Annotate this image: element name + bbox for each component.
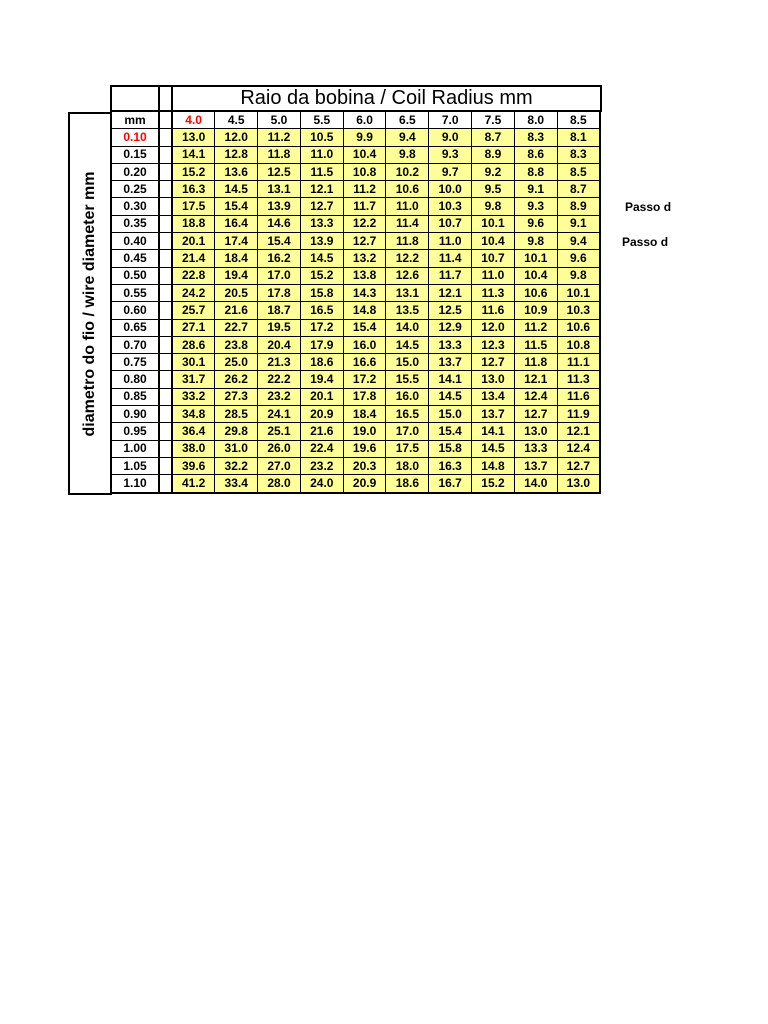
turns-value-cell[interactable]: 26.0 bbox=[258, 440, 301, 457]
turns-value-cell[interactable]: 13.8 bbox=[343, 267, 386, 284]
wire-diameter-cell[interactable]: 0.30 bbox=[111, 198, 159, 215]
turns-value-cell[interactable]: 15.4 bbox=[429, 423, 472, 440]
turns-value-cell[interactable]: 12.1 bbox=[429, 284, 472, 301]
turns-value-cell[interactable]: 14.0 bbox=[514, 475, 557, 493]
turns-value-cell[interactable]: 19.6 bbox=[343, 440, 386, 457]
turns-value-cell[interactable]: 15.2 bbox=[300, 267, 343, 284]
radius-header-cell[interactable]: 5.5 bbox=[300, 112, 343, 129]
turns-value-cell[interactable]: 13.7 bbox=[429, 354, 472, 371]
radius-header-cell[interactable]: 7.5 bbox=[472, 112, 515, 129]
turns-value-cell[interactable]: 41.2 bbox=[172, 475, 215, 493]
turns-value-cell[interactable]: 18.6 bbox=[300, 354, 343, 371]
separator-cell[interactable] bbox=[159, 112, 172, 129]
turns-value-cell[interactable]: 14.5 bbox=[472, 440, 515, 457]
turns-value-cell[interactable]: 29.8 bbox=[215, 423, 258, 440]
turns-value-cell[interactable]: 15.4 bbox=[215, 198, 258, 215]
turns-value-cell[interactable]: 9.8 bbox=[472, 198, 515, 215]
turns-value-cell[interactable]: 26.2 bbox=[215, 371, 258, 388]
turns-value-cell[interactable]: 17.0 bbox=[386, 423, 429, 440]
turns-value-cell[interactable]: 30.1 bbox=[172, 354, 215, 371]
table-row bbox=[111, 440, 600, 457]
turns-value-cell[interactable]: 20.4 bbox=[258, 336, 301, 353]
turns-value-cell[interactable]: 25.0 bbox=[215, 354, 258, 371]
turns-value-cell[interactable]: 17.2 bbox=[343, 371, 386, 388]
turns-value-cell[interactable]: 12.2 bbox=[343, 215, 386, 232]
turns-value-cell[interactable]: 19.0 bbox=[343, 423, 386, 440]
wire-diameter-cell[interactable]: 1.00 bbox=[111, 440, 159, 457]
turns-value-cell[interactable]: 14.0 bbox=[386, 319, 429, 336]
turns-value-cell[interactable]: 36.4 bbox=[172, 423, 215, 440]
separator-cell[interactable] bbox=[159, 423, 172, 440]
turns-value-cell[interactable]: 39.6 bbox=[172, 457, 215, 474]
separator-cell[interactable] bbox=[159, 284, 172, 301]
turns-value-cell[interactable]: 14.5 bbox=[386, 336, 429, 353]
turns-value-cell[interactable]: 11.3 bbox=[557, 371, 600, 388]
separator-cell[interactable] bbox=[159, 354, 172, 371]
turns-value-cell[interactable]: 13.1 bbox=[258, 181, 301, 198]
turns-value-cell[interactable]: 14.1 bbox=[472, 423, 515, 440]
turns-value-cell[interactable]: 13.4 bbox=[472, 388, 515, 405]
table-row bbox=[111, 215, 600, 232]
turns-value-cell[interactable]: 20.1 bbox=[300, 388, 343, 405]
wire-diameter-cell[interactable]: 0.20 bbox=[111, 163, 159, 180]
turns-value-cell[interactable]: 15.0 bbox=[386, 354, 429, 371]
turns-value-cell[interactable]: 13.2 bbox=[343, 250, 386, 267]
radius-header-cell[interactable]: 7.0 bbox=[429, 112, 472, 129]
turns-value-cell[interactable]: 8.6 bbox=[514, 146, 557, 163]
turns-value-cell[interactable]: 18.8 bbox=[172, 215, 215, 232]
turns-value-cell[interactable]: 11.7 bbox=[429, 267, 472, 284]
separator-cell[interactable] bbox=[159, 475, 172, 493]
turns-value-cell[interactable]: 20.5 bbox=[215, 284, 258, 301]
wire-diameter-cell[interactable]: 0.95 bbox=[111, 423, 159, 440]
separator-cell[interactable] bbox=[159, 457, 172, 474]
turns-value-cell[interactable]: 13.5 bbox=[386, 302, 429, 319]
turns-value-cell[interactable]: 14.5 bbox=[300, 250, 343, 267]
turns-value-cell[interactable]: 13.9 bbox=[300, 233, 343, 250]
turns-value-cell[interactable]: 15.0 bbox=[429, 406, 472, 423]
turns-value-cell[interactable]: 13.1 bbox=[386, 284, 429, 301]
turns-value-cell[interactable]: 21.6 bbox=[300, 423, 343, 440]
turns-value-cell[interactable]: 13.0 bbox=[472, 371, 515, 388]
turns-value-cell[interactable]: 10.4 bbox=[472, 233, 515, 250]
turns-value-cell[interactable]: 34.8 bbox=[172, 406, 215, 423]
turns-value-cell[interactable]: 17.0 bbox=[258, 267, 301, 284]
turns-value-cell[interactable]: 14.1 bbox=[429, 371, 472, 388]
turns-value-cell[interactable]: 15.8 bbox=[429, 440, 472, 457]
wire-diameter-cell[interactable]: 0.65 bbox=[111, 319, 159, 336]
wire-diameter-cell[interactable]: 0.90 bbox=[111, 406, 159, 423]
turns-value-cell[interactable]: 15.4 bbox=[343, 319, 386, 336]
turns-value-cell[interactable]: 11.1 bbox=[557, 354, 600, 371]
turns-value-cell[interactable]: 9.1 bbox=[557, 215, 600, 232]
table-row bbox=[111, 233, 600, 250]
table-row bbox=[111, 198, 600, 215]
table-row bbox=[111, 129, 600, 146]
turns-value-cell[interactable]: 22.7 bbox=[215, 319, 258, 336]
wire-diameter-cell[interactable]: 0.10 bbox=[111, 129, 159, 146]
turns-value-cell[interactable]: 10.8 bbox=[557, 336, 600, 353]
turns-value-cell[interactable]: 12.7 bbox=[343, 233, 386, 250]
turns-value-cell[interactable]: 17.8 bbox=[258, 284, 301, 301]
turns-value-cell[interactable]: 23.2 bbox=[258, 388, 301, 405]
wire-diameter-label: diametro do fio / wire diameter mm bbox=[81, 171, 98, 436]
turns-value-cell[interactable]: 22.4 bbox=[300, 440, 343, 457]
turns-value-cell[interactable]: 28.6 bbox=[172, 336, 215, 353]
turns-value-cell[interactable]: 10.6 bbox=[514, 284, 557, 301]
table-row bbox=[111, 406, 600, 423]
table-row bbox=[111, 284, 600, 301]
turns-value-cell[interactable]: 9.0 bbox=[429, 129, 472, 146]
turns-value-cell[interactable]: 8.7 bbox=[557, 181, 600, 198]
turns-value-cell[interactable]: 10.3 bbox=[557, 302, 600, 319]
turns-value-cell[interactable]: 12.7 bbox=[300, 198, 343, 215]
turns-value-cell[interactable]: 8.7 bbox=[472, 129, 515, 146]
separator-cell[interactable] bbox=[159, 233, 172, 250]
turns-value-cell[interactable]: 16.2 bbox=[258, 250, 301, 267]
turns-value-cell[interactable]: 11.7 bbox=[343, 198, 386, 215]
turns-value-cell[interactable]: 8.9 bbox=[472, 146, 515, 163]
turns-value-cell[interactable]: 14.1 bbox=[172, 146, 215, 163]
wire-diameter-cell[interactable]: 0.15 bbox=[111, 146, 159, 163]
turns-value-cell[interactable]: 17.4 bbox=[215, 233, 258, 250]
turns-value-cell[interactable]: 9.5 bbox=[472, 181, 515, 198]
separator-cell[interactable] bbox=[159, 250, 172, 267]
turns-value-cell[interactable]: 16.6 bbox=[343, 354, 386, 371]
turns-value-cell[interactable]: 18.6 bbox=[386, 475, 429, 493]
turns-value-cell[interactable]: 20.3 bbox=[343, 457, 386, 474]
turns-value-cell[interactable]: 9.2 bbox=[472, 163, 515, 180]
turns-value-cell[interactable]: 9.6 bbox=[514, 215, 557, 232]
turns-value-cell[interactable]: 14.8 bbox=[343, 302, 386, 319]
turns-value-cell[interactable]: 19.4 bbox=[215, 267, 258, 284]
radius-header-cell[interactable]: 6.5 bbox=[386, 112, 429, 129]
turns-value-cell[interactable]: 18.4 bbox=[343, 406, 386, 423]
separator-cell[interactable] bbox=[159, 302, 172, 319]
turns-value-cell[interactable]: 17.9 bbox=[300, 336, 343, 353]
turns-value-cell[interactable]: 17.8 bbox=[343, 388, 386, 405]
turns-value-cell[interactable]: 16.4 bbox=[215, 215, 258, 232]
wire-diameter-cell[interactable]: 0.50 bbox=[111, 267, 159, 284]
turns-value-cell[interactable]: 9.8 bbox=[557, 267, 600, 284]
turns-value-cell[interactable]: 11.2 bbox=[343, 181, 386, 198]
turns-value-cell[interactable]: 13.0 bbox=[514, 423, 557, 440]
turns-value-cell[interactable]: 21.3 bbox=[258, 354, 301, 371]
turns-value-cell[interactable]: 10.7 bbox=[472, 250, 515, 267]
turns-value-cell[interactable]: 23.8 bbox=[215, 336, 258, 353]
table-row bbox=[111, 250, 600, 267]
wire-diameter-cell[interactable]: 1.05 bbox=[111, 457, 159, 474]
separator-cell[interactable] bbox=[159, 319, 172, 336]
radius-header-cell[interactable]: 8.5 bbox=[557, 112, 600, 129]
turns-value-cell[interactable]: 11.4 bbox=[429, 250, 472, 267]
separator-cell[interactable] bbox=[159, 181, 172, 198]
table-row bbox=[111, 475, 600, 493]
turns-value-cell[interactable]: 38.0 bbox=[172, 440, 215, 457]
turns-value-cell[interactable]: 12.9 bbox=[429, 319, 472, 336]
turns-value-cell[interactable]: 20.9 bbox=[343, 475, 386, 493]
turns-value-cell[interactable]: 10.1 bbox=[514, 250, 557, 267]
turns-value-cell[interactable]: 14.8 bbox=[472, 457, 515, 474]
turns-value-cell[interactable]: 17.5 bbox=[386, 440, 429, 457]
turns-value-cell[interactable]: 11.9 bbox=[557, 406, 600, 423]
radius-header-cell[interactable]: 8.0 bbox=[514, 112, 557, 129]
turns-value-cell[interactable]: 11.5 bbox=[514, 336, 557, 353]
turns-value-cell[interactable]: 15.2 bbox=[472, 475, 515, 493]
turns-value-cell[interactable]: 11.0 bbox=[472, 267, 515, 284]
turns-value-cell[interactable]: 13.0 bbox=[172, 129, 215, 146]
turns-value-cell[interactable]: 25.7 bbox=[172, 302, 215, 319]
turns-value-cell[interactable]: 10.5 bbox=[300, 129, 343, 146]
unit-header-cell[interactable]: mm bbox=[111, 112, 159, 129]
turns-value-cell[interactable]: 10.8 bbox=[343, 163, 386, 180]
side-label-block bbox=[68, 112, 112, 495]
separator-cell[interactable] bbox=[159, 336, 172, 353]
turns-value-cell[interactable]: 33.2 bbox=[172, 388, 215, 405]
turns-value-cell[interactable]: 12.7 bbox=[472, 354, 515, 371]
turns-value-cell[interactable]: 14.3 bbox=[343, 284, 386, 301]
turns-value-cell[interactable]: 12.8 bbox=[215, 146, 258, 163]
turns-value-cell[interactable]: 14.5 bbox=[215, 181, 258, 198]
turns-value-cell[interactable]: 12.0 bbox=[472, 319, 515, 336]
table-row bbox=[111, 163, 600, 180]
turns-value-cell[interactable]: 16.5 bbox=[300, 302, 343, 319]
separator-cell[interactable] bbox=[159, 371, 172, 388]
turns-value-cell[interactable]: 11.8 bbox=[258, 146, 301, 163]
separator-cell[interactable] bbox=[159, 215, 172, 232]
separator-cell[interactable] bbox=[159, 129, 172, 146]
wire-diameter-cell[interactable]: 0.40 bbox=[111, 233, 159, 250]
title-gap-cell[interactable] bbox=[160, 87, 173, 110]
turns-value-cell[interactable]: 11.8 bbox=[514, 354, 557, 371]
turns-value-cell[interactable]: 8.3 bbox=[557, 146, 600, 163]
turns-value-cell[interactable]: 9.3 bbox=[429, 146, 472, 163]
passo-note: Passo d bbox=[625, 200, 672, 214]
turns-value-cell[interactable]: 11.2 bbox=[514, 319, 557, 336]
wire-diameter-cell[interactable]: 0.85 bbox=[111, 388, 159, 405]
turns-value-cell[interactable]: 12.3 bbox=[472, 336, 515, 353]
turns-value-cell[interactable]: 9.6 bbox=[557, 250, 600, 267]
radius-header-cell[interactable]: 6.0 bbox=[343, 112, 386, 129]
wire-diameter-cell[interactable]: 0.55 bbox=[111, 284, 159, 301]
turns-value-cell[interactable]: 18.0 bbox=[386, 457, 429, 474]
table-row bbox=[111, 146, 600, 163]
turns-value-cell[interactable]: 15.5 bbox=[386, 371, 429, 388]
turns-value-cell[interactable]: 28.5 bbox=[215, 406, 258, 423]
turns-value-cell[interactable]: 25.1 bbox=[258, 423, 301, 440]
turns-value-cell[interactable]: 23.2 bbox=[300, 457, 343, 474]
table-row bbox=[111, 267, 600, 284]
turns-value-cell[interactable]: 15.4 bbox=[258, 233, 301, 250]
turns-value-cell[interactable]: 16.7 bbox=[429, 475, 472, 493]
turns-value-cell[interactable]: 27.3 bbox=[215, 388, 258, 405]
turns-value-cell[interactable]: 18.7 bbox=[258, 302, 301, 319]
table-row bbox=[111, 423, 600, 440]
turns-value-cell[interactable]: 10.2 bbox=[386, 163, 429, 180]
wire-diameter-cell[interactable]: 1.10 bbox=[111, 475, 159, 493]
turns-value-cell[interactable]: 8.9 bbox=[557, 198, 600, 215]
turns-value-cell[interactable]: 15.2 bbox=[172, 163, 215, 180]
table-title: Raio da bobina / Coil Radius mm bbox=[240, 87, 533, 109]
wire-diameter-cell[interactable]: 0.60 bbox=[111, 302, 159, 319]
turns-value-cell[interactable]: 16.0 bbox=[386, 388, 429, 405]
title-corner-cell[interactable] bbox=[112, 87, 160, 110]
wire-diameter-cell[interactable]: 0.25 bbox=[111, 181, 159, 198]
table-row bbox=[111, 371, 600, 388]
turns-value-cell[interactable]: 12.5 bbox=[429, 302, 472, 319]
radius-header-cell[interactable]: 5.0 bbox=[258, 112, 301, 129]
turns-value-cell[interactable]: 10.9 bbox=[514, 302, 557, 319]
turns-value-cell[interactable]: 21.6 bbox=[215, 302, 258, 319]
turns-value-cell[interactable]: 9.3 bbox=[514, 198, 557, 215]
turns-value-cell[interactable]: 27.1 bbox=[172, 319, 215, 336]
separator-cell[interactable] bbox=[159, 198, 172, 215]
table-row bbox=[111, 181, 600, 198]
turns-value-cell[interactable]: 10.7 bbox=[429, 215, 472, 232]
turns-value-cell[interactable]: 15.8 bbox=[300, 284, 343, 301]
turns-value-cell[interactable]: 9.1 bbox=[514, 181, 557, 198]
turns-value-cell[interactable]: 19.4 bbox=[300, 371, 343, 388]
separator-cell[interactable] bbox=[159, 267, 172, 284]
turns-value-cell[interactable]: 10.4 bbox=[514, 267, 557, 284]
turns-value-cell[interactable]: 10.1 bbox=[472, 215, 515, 232]
turns-value-cell[interactable]: 31.0 bbox=[215, 440, 258, 457]
turns-value-cell[interactable]: 8.5 bbox=[557, 163, 600, 180]
turns-value-cell[interactable]: 33.4 bbox=[215, 475, 258, 493]
turns-value-cell[interactable]: 11.6 bbox=[557, 388, 600, 405]
turns-value-cell[interactable]: 11.6 bbox=[472, 302, 515, 319]
turns-value-cell[interactable]: 12.4 bbox=[514, 388, 557, 405]
turns-value-cell[interactable]: 32.2 bbox=[215, 457, 258, 474]
turns-value-cell[interactable]: 13.7 bbox=[472, 406, 515, 423]
separator-cell[interactable] bbox=[159, 440, 172, 457]
turns-value-cell[interactable]: 12.1 bbox=[514, 371, 557, 388]
header-row bbox=[111, 112, 600, 129]
turns-value-cell[interactable]: 20.9 bbox=[300, 406, 343, 423]
separator-cell[interactable] bbox=[159, 388, 172, 405]
table-row bbox=[111, 457, 600, 474]
turns-value-cell[interactable]: 17.5 bbox=[172, 198, 215, 215]
turns-value-cell[interactable]: 13.7 bbox=[514, 457, 557, 474]
turns-value-cell[interactable]: 13.3 bbox=[514, 440, 557, 457]
turns-value-cell[interactable]: 11.0 bbox=[300, 146, 343, 163]
turns-value-cell[interactable]: 9.8 bbox=[386, 146, 429, 163]
wire-diameter-cell[interactable]: 0.45 bbox=[111, 250, 159, 267]
turns-value-cell[interactable]: 8.1 bbox=[557, 129, 600, 146]
turns-value-cell[interactable]: 10.6 bbox=[557, 319, 600, 336]
turns-value-cell[interactable]: 10.0 bbox=[429, 181, 472, 198]
turns-value-cell[interactable]: 22.2 bbox=[258, 371, 301, 388]
turns-value-cell[interactable]: 11.8 bbox=[386, 233, 429, 250]
turns-value-cell[interactable]: 9.9 bbox=[343, 129, 386, 146]
turns-value-cell[interactable]: 12.5 bbox=[258, 163, 301, 180]
turns-value-cell[interactable]: 12.4 bbox=[557, 440, 600, 457]
turns-value-cell[interactable]: 22.8 bbox=[172, 267, 215, 284]
separator-cell[interactable] bbox=[159, 406, 172, 423]
turns-value-cell[interactable]: 16.0 bbox=[343, 336, 386, 353]
turns-value-cell[interactable]: 24.1 bbox=[258, 406, 301, 423]
wire-diameter-cell[interactable]: 0.35 bbox=[111, 215, 159, 232]
radius-header-cell[interactable]: 4.5 bbox=[215, 112, 258, 129]
turns-value-cell[interactable]: 11.0 bbox=[386, 198, 429, 215]
turns-value-cell[interactable]: 13.0 bbox=[557, 475, 600, 493]
turns-value-cell[interactable]: 10.3 bbox=[429, 198, 472, 215]
turns-value-cell[interactable]: 16.5 bbox=[386, 406, 429, 423]
turns-value-cell[interactable]: 10.1 bbox=[557, 284, 600, 301]
turns-value-cell[interactable]: 13.3 bbox=[429, 336, 472, 353]
turns-value-cell[interactable]: 17.2 bbox=[300, 319, 343, 336]
turns-value-cell[interactable]: 10.4 bbox=[343, 146, 386, 163]
turns-value-cell[interactable]: 20.1 bbox=[172, 233, 215, 250]
table-row bbox=[111, 336, 600, 353]
table-row bbox=[111, 319, 600, 336]
table-row bbox=[111, 302, 600, 319]
separator-cell[interactable] bbox=[159, 163, 172, 180]
turns-value-cell[interactable]: 9.7 bbox=[429, 163, 472, 180]
turns-value-cell[interactable]: 10.6 bbox=[386, 181, 429, 198]
turns-value-cell[interactable]: 12.0 bbox=[215, 129, 258, 146]
turns-value-cell[interactable]: 12.1 bbox=[557, 423, 600, 440]
turns-value-cell[interactable]: 16.3 bbox=[172, 181, 215, 198]
coil-table bbox=[110, 111, 601, 494]
wire-diameter-cell[interactable]: 0.80 bbox=[111, 371, 159, 388]
turns-value-cell[interactable]: 27.0 bbox=[258, 457, 301, 474]
turns-value-cell[interactable]: 9.4 bbox=[386, 129, 429, 146]
turns-value-cell[interactable]: 28.0 bbox=[258, 475, 301, 493]
turns-value-cell[interactable]: 11.4 bbox=[386, 215, 429, 232]
turns-value-cell[interactable]: 8.3 bbox=[514, 129, 557, 146]
turns-value-cell[interactable]: 9.8 bbox=[514, 233, 557, 250]
turns-value-cell[interactable]: 12.1 bbox=[300, 181, 343, 198]
turns-value-cell[interactable]: 11.0 bbox=[429, 233, 472, 250]
passo-note: Passo d bbox=[622, 235, 669, 249]
turns-value-cell[interactable]: 24.2 bbox=[172, 284, 215, 301]
radius-header-cell[interactable]: 4.0 bbox=[172, 112, 215, 129]
turns-value-cell[interactable]: 12.7 bbox=[557, 457, 600, 474]
turns-value-cell[interactable]: 11.3 bbox=[472, 284, 515, 301]
title-block bbox=[110, 85, 602, 112]
wire-diameter-cell[interactable]: 0.75 bbox=[111, 354, 159, 371]
turns-value-cell[interactable]: 12.7 bbox=[514, 406, 557, 423]
table-row bbox=[111, 354, 600, 371]
turns-value-cell[interactable]: 14.6 bbox=[258, 215, 301, 232]
turns-value-cell[interactable]: 16.3 bbox=[429, 457, 472, 474]
wire-diameter-cell[interactable]: 0.70 bbox=[111, 336, 159, 353]
turns-value-cell[interactable]: 9.4 bbox=[557, 233, 600, 250]
turns-value-cell[interactable]: 11.5 bbox=[300, 163, 343, 180]
turns-value-cell[interactable]: 19.5 bbox=[258, 319, 301, 336]
separator-cell[interactable] bbox=[159, 146, 172, 163]
turns-value-cell[interactable]: 21.4 bbox=[172, 250, 215, 267]
turns-value-cell[interactable]: 12.6 bbox=[386, 267, 429, 284]
turns-value-cell[interactable]: 31.7 bbox=[172, 371, 215, 388]
turns-value-cell[interactable]: 18.4 bbox=[215, 250, 258, 267]
table-row bbox=[111, 388, 600, 405]
turns-value-cell[interactable]: 8.8 bbox=[514, 163, 557, 180]
turns-value-cell[interactable]: 13.6 bbox=[215, 163, 258, 180]
turns-value-cell[interactable]: 14.5 bbox=[429, 388, 472, 405]
turns-value-cell[interactable]: 12.2 bbox=[386, 250, 429, 267]
turns-value-cell[interactable]: 13.3 bbox=[300, 215, 343, 232]
turns-value-cell[interactable]: 13.9 bbox=[258, 198, 301, 215]
turns-value-cell[interactable]: 11.2 bbox=[258, 129, 301, 146]
turns-value-cell[interactable]: 24.0 bbox=[300, 475, 343, 493]
